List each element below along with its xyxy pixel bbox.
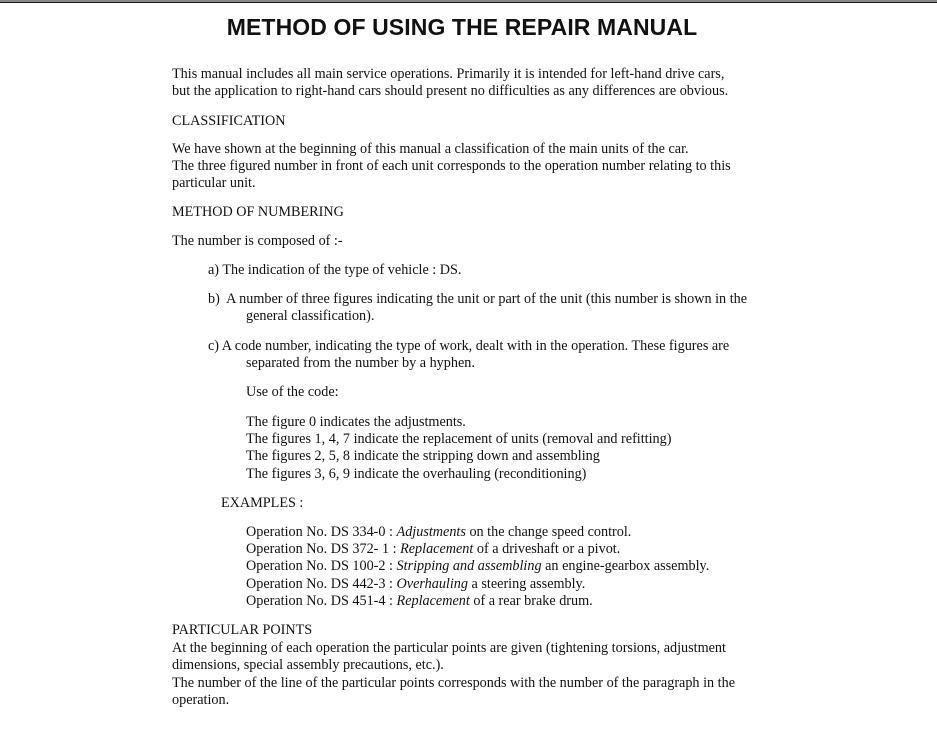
- item-text-continuation: general classification).: [246, 308, 375, 324]
- example-emphasis: Replacement: [400, 541, 474, 557]
- example-emphasis: Stripping and assembling: [396, 558, 542, 574]
- item-marker: c): [208, 338, 220, 354]
- numbering-item-c: [208, 338, 729, 355]
- example-prefix: Operation No. DS 372- 1 :: [246, 541, 401, 557]
- numbering-intro: The number is composed of :-: [172, 233, 343, 249]
- particular-points-line: The number of the line of the particular points corresponds with the number of the paragraph in the: [172, 675, 735, 691]
- particular-points-line: dimensions, special assembly precautions, etc.).: [172, 657, 444, 673]
- example-prefix: Operation No. DS 451-4 :: [246, 593, 397, 609]
- section-heading-classification: CLASSIFICATION: [172, 113, 286, 129]
- example-line: [246, 576, 585, 593]
- example-line: [246, 593, 593, 610]
- item-text-continuation: separated from the number by a hyphen.: [246, 355, 475, 371]
- particular-points-line: At the beginning of each operation the particular points are given (tightening torsions, adjustment: [172, 640, 726, 656]
- section-heading-numbering: METHOD OF NUMBERING: [172, 204, 344, 220]
- code-heading: Use of the code:: [246, 384, 339, 400]
- item-marker: b): [208, 291, 220, 307]
- numbering-item-b: [208, 291, 747, 308]
- section-heading-particular-points: PARTICULAR POINTS: [172, 622, 313, 638]
- item-text: The indication of the type of vehicle : DS.: [222, 262, 462, 278]
- classification-line: The three figured number in front of each unit corresponds to the operation number relating to this: [172, 158, 731, 174]
- example-emphasis: Adjustments: [396, 524, 466, 540]
- item-text: A code number, indicating the type of work, dealt with in the operation. These figures are: [221, 338, 730, 354]
- page-title: METHOD OF USING THE REPAIR MANUAL: [226, 14, 698, 40]
- example-rest: of a rear brake drum.: [469, 593, 593, 609]
- code-line: The figures 1, 4, 7 indicate the replacement of units (removal and refitting): [246, 431, 672, 447]
- section-heading-examples: EXAMPLES :: [221, 495, 304, 511]
- example-rest: a steering assembly.: [468, 576, 586, 592]
- intro-line: This manual includes all main service operations. Primarily it is intended for left-hand drive cars,: [172, 66, 725, 82]
- particular-points-line: operation.: [172, 692, 230, 708]
- example-emphasis: Replacement: [396, 593, 470, 609]
- item-marker: a): [208, 262, 220, 278]
- example-rest: of a driveshaft or a pivot.: [473, 541, 621, 557]
- example-rest: an engine-gearbox assembly.: [541, 558, 710, 574]
- classification-line: particular unit.: [172, 175, 256, 191]
- example-prefix: Operation No. DS 100-2 :: [246, 558, 397, 574]
- example-line: [246, 541, 620, 558]
- code-line: The figure 0 indicates the adjustments.: [246, 414, 466, 430]
- item-text: A number of three figures indicating the unit or part of the unit (this number is shown in the: [226, 291, 748, 307]
- numbering-item-a: [208, 262, 461, 279]
- example-line: [246, 558, 709, 575]
- example-prefix: Operation No. DS 442-3 :: [246, 576, 397, 592]
- example-prefix: Operation No. DS 334-0 :: [246, 524, 397, 540]
- example-line: [246, 524, 631, 541]
- classification-line: We have shown at the beginning of this manual a classification of the main units of the car.: [172, 141, 689, 157]
- example-rest: on the change speed control.: [465, 524, 632, 540]
- intro-line: but the application to right-hand cars should present no difficulties as any differences are obvious.: [172, 83, 729, 99]
- example-emphasis: Overhauling: [396, 576, 468, 592]
- code-line: The figures 3, 6, 9 indicate the overhauling (reconditioning): [246, 466, 587, 482]
- code-line: The figures 2, 5, 8 indicate the stripping down and assembling: [246, 448, 600, 464]
